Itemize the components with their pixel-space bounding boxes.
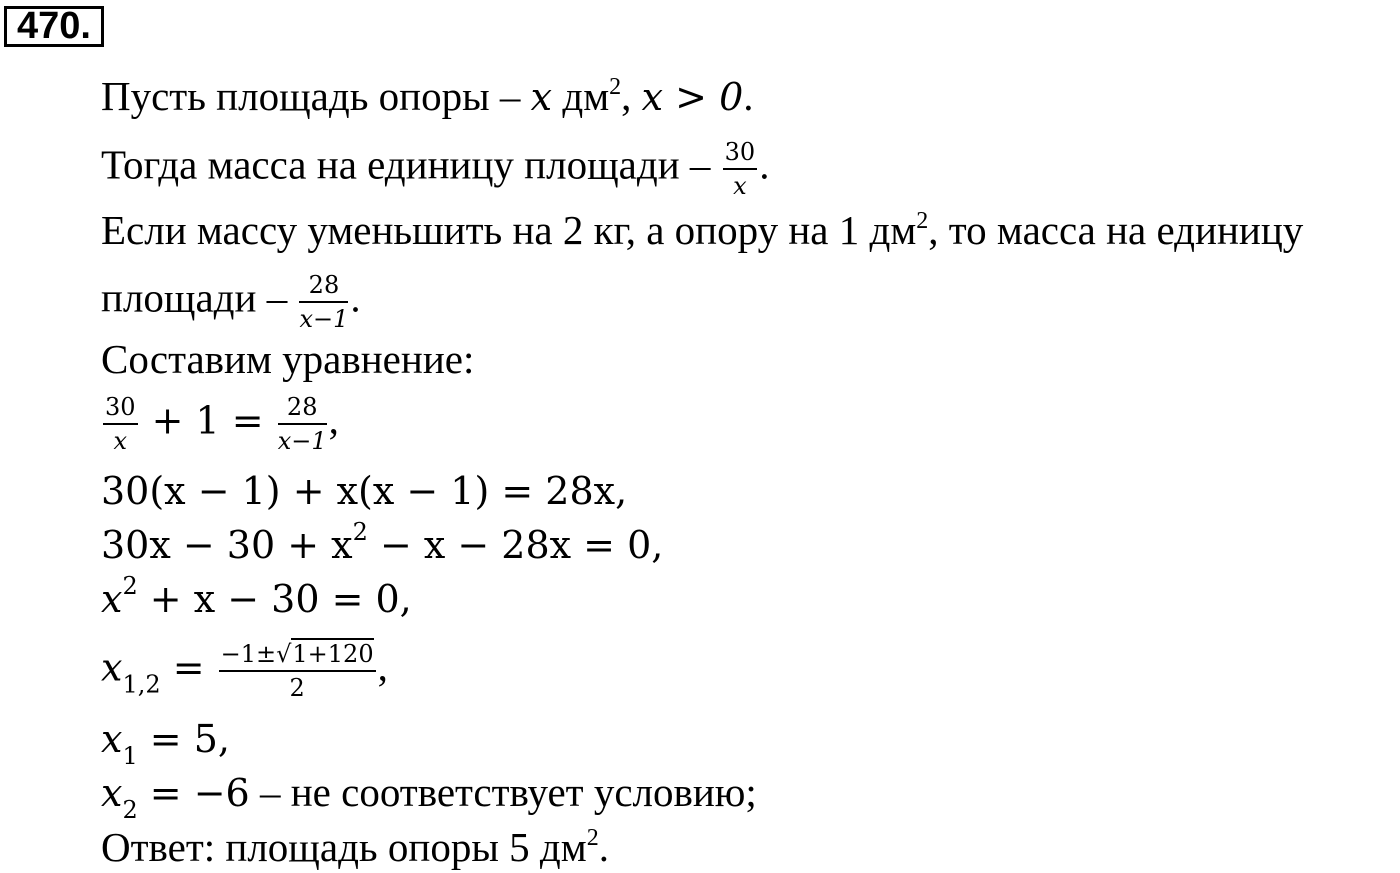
equation-2 [101,470,627,512]
line-1-unit: дм [552,73,610,119]
problem-number: 470. [4,6,104,47]
line-3-text: Если массу уменьшить на 2 кг, а опору на 1 дм [101,207,917,253]
eq3-part-b: − x − 28x = 0, [367,523,664,567]
eq4-exp: 2 [122,572,138,600]
line-1-text: Пусть площадь опоры – [101,73,531,119]
line-4-frac-den: x−1 [299,305,349,333]
eq1-num-right: 28 [278,393,327,425]
eq4-var: x [101,577,123,621]
line-1-end: . [743,73,754,119]
line-4 [101,271,361,333]
line-1 [101,73,754,119]
eq1-end: , [328,396,339,443]
line-1-unit-exp: 2 [609,74,622,100]
line-1-sep: , [621,73,642,119]
equation-1 [101,393,339,455]
eq3-exp: 2 [352,518,368,546]
eq1-fraction-right [278,393,327,455]
eq1-fraction-left [103,393,138,455]
line-2-text: Тогда масса на единицу площади – [101,141,721,188]
line-1-condition: x > 0 [641,75,744,119]
eq5-denominator: 2 [289,674,305,702]
line-4-frac-num: 28 [299,271,348,303]
equation-4 [101,572,412,621]
eq7-text: – не соответствует условию; [249,769,757,815]
eq6-var: x [101,717,123,761]
line-4-text: площади – [101,274,298,321]
eq1-den-left: x [113,427,128,455]
eq1-middle: + 1 = [139,398,276,443]
eq1-num-left: 30 [103,393,138,425]
eq4-rest: + x − 30 = 0, [137,577,412,621]
equation-7 [101,769,757,824]
line-5 [101,336,475,382]
eq5-var: x [101,645,123,690]
eq5-end: , [377,643,388,690]
eq3-part-a: 30x − 30 + x [101,523,353,567]
line-5-text: Составим уравнение: [101,336,475,382]
line-1-var: x [530,75,553,119]
line-2-frac-num: 30 [723,138,758,170]
eq7-rest: = −6 [137,771,250,815]
equation-3 [101,518,664,567]
eq5-sub: 1,2 [122,670,161,699]
eq7-var: x [101,771,123,815]
line-3-exp: 2 [916,208,929,234]
line-3 [101,207,1304,253]
eq7-sub: 2 [122,796,138,824]
line-2-frac-den: x [733,172,747,200]
eq1-den-right: x−1 [277,427,327,455]
line-2-end: . [759,141,770,188]
line-4-fraction [299,271,348,333]
eq5-numerator: −1±√1+120 [219,640,376,672]
eq5-fraction [219,640,376,702]
eq5-equals: = [160,645,217,690]
eq2-text: 30(x − 1) + x(x − 1) = 28x, [101,469,628,513]
equation-6 [101,717,230,770]
eq6-rest: = 5, [137,717,230,761]
equation-5 [101,640,388,702]
line-3-rest: , то масса на единицу [928,207,1304,253]
answer-exp: 2 [586,825,599,851]
line-4-end: . [350,274,361,321]
line-2-fraction [723,138,758,200]
eq6-sub: 1 [122,742,138,770]
answer-line [101,824,609,870]
line-2 [101,138,769,200]
answer-text: Ответ: площадь опоры 5 дм [101,824,587,870]
answer-end: . [598,824,609,870]
